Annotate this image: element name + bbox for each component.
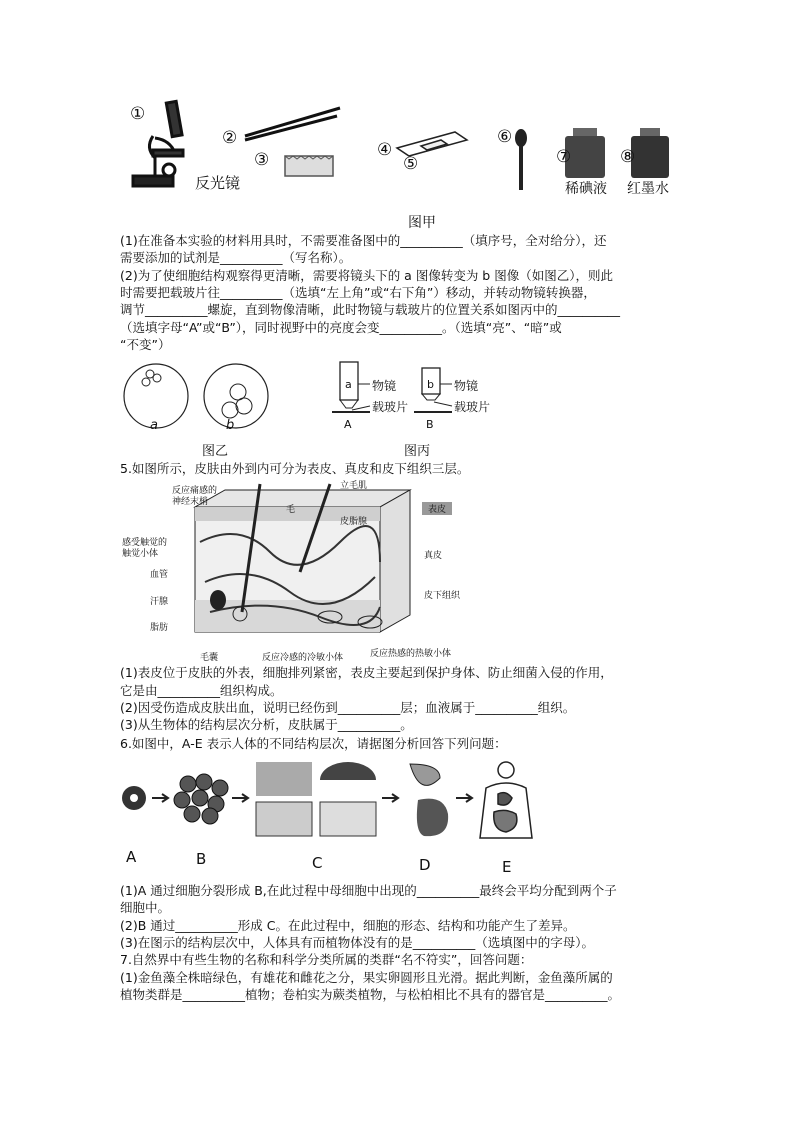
q4-line-5: 调节__________螺旋，直到物像清晰，此时物镜与载玻片的位置关系如图丙中的__________ bbox=[120, 302, 621, 317]
slide-label-a: 载玻片 bbox=[372, 400, 409, 414]
skin-label-dermis: 真皮 bbox=[424, 551, 443, 561]
dropper-icon bbox=[515, 129, 527, 190]
caption-bing: 图丙 bbox=[404, 444, 431, 459]
q6-line-4: (3)在图示的结构层次中，人体具有而植物体没有的是__________（选填图中的字母）。 bbox=[120, 935, 594, 950]
figure-structure-levels bbox=[120, 760, 560, 860]
field-b bbox=[204, 364, 268, 428]
objective-label-a: 物镜 bbox=[372, 379, 397, 393]
q4-line-3: (2)为了使细胞结构观察得更清晰，需要将镜头下的 a 图像转变为 b 图像（如图乙），则此 bbox=[120, 268, 613, 283]
label-A: A bbox=[344, 418, 352, 431]
q5-intro: 5.如图所示，皮肤由外到内可分为表皮、真皮和皮下组织三层。 bbox=[120, 461, 470, 476]
level-D: D bbox=[419, 856, 431, 874]
label-n1: ① bbox=[130, 104, 146, 124]
level-A: A bbox=[126, 848, 137, 866]
skin-label-pain: 反应痛感的神经末梢 bbox=[172, 486, 218, 507]
q5-line-1: (1)表皮位于皮肤的外表，细胞排列紧密，表皮主要起到保护身体、防止细菌入侵的作用， bbox=[120, 665, 613, 680]
q6-line-2: 细胞中。 bbox=[120, 900, 171, 915]
label-a: a bbox=[150, 418, 158, 433]
skin-label-hair: 毛 bbox=[286, 505, 296, 515]
ink-bottle-icon bbox=[631, 128, 669, 178]
lens-b-letter: b bbox=[427, 378, 434, 391]
skin-label-follicle: 毛囊 bbox=[200, 653, 219, 663]
human-body-E-icon bbox=[480, 762, 532, 838]
q7-intro: 7.自然界中有些生物的名称和科学分类所属的类群“名不符实”，回答问题： bbox=[120, 952, 533, 967]
label-B: B bbox=[426, 418, 434, 431]
cell-A-icon bbox=[122, 786, 146, 810]
q6-intro: 6.如图中，A-E 表示人体的不同结构层次，请据图分析回答下列问题： bbox=[120, 736, 507, 751]
q4-line-2: 需要添加的试剂是__________（写名称）。 bbox=[120, 250, 352, 265]
label-b: b bbox=[226, 418, 235, 433]
q5-line-3: (2)因受伤造成皮肤出血，说明已经伤到__________层；血液属于__________组织。 bbox=[120, 700, 576, 715]
slide-label-b: 载玻片 bbox=[454, 400, 491, 414]
tweezers-icon bbox=[245, 108, 340, 140]
skin-label-touch: 感受触觉的触觉小体 bbox=[122, 538, 168, 559]
skin-label-vessel: 血管 bbox=[150, 570, 169, 580]
lens-a-letter: a bbox=[345, 378, 352, 391]
label-n3: ③ bbox=[254, 150, 270, 170]
q7-line-2: 植物类群是__________植物；卷柏实为蕨类植物，与松柏相比不具有的器官是__________。 bbox=[120, 987, 621, 1002]
caption-yi: 图乙 bbox=[202, 444, 229, 459]
level-B: B bbox=[196, 850, 207, 868]
level-E: E bbox=[502, 858, 512, 876]
skin-label-sweat: 汗腺 bbox=[150, 597, 169, 607]
cell-cluster-B-icon bbox=[174, 774, 228, 824]
label-mirror: 反光镜 bbox=[195, 174, 241, 192]
tissues-C-icon bbox=[256, 762, 376, 836]
slide-and-coverslip-icon bbox=[397, 132, 467, 156]
q5-line-4: (3)从生物体的结构层次分析，皮肤属于__________。 bbox=[120, 717, 413, 732]
skin-label-subq: 皮下组织 bbox=[424, 591, 461, 601]
caption-jia: 图甲 bbox=[408, 215, 436, 231]
q4-line-4: 时需要把载玻片往__________（选填“左上角”或“右下角”）移动，并转动物镜转换器， bbox=[120, 285, 596, 300]
label-iodine: 稀碘液 bbox=[565, 181, 607, 197]
label-n2: ② bbox=[222, 128, 238, 148]
q6-line-3: (2)B 通过__________形成 C。在此过程中，细胞的形态、结构和功能产生了差异。 bbox=[120, 918, 576, 933]
skin-label-arrector: 立毛肌 bbox=[340, 481, 368, 491]
skin-label-epidermis: 表皮 bbox=[422, 502, 452, 515]
skin-label-fat: 脂肪 bbox=[150, 623, 169, 633]
q6-line-1: (1)A 通过细胞分裂形成 B,在此过程中母细胞中出现的__________最终会平均分配到两个子 bbox=[120, 883, 617, 898]
razor-blade-icon bbox=[285, 156, 333, 176]
skin-label-cold: 反应冷感的冷敏小体 bbox=[262, 653, 344, 663]
label-n8: ⑧ bbox=[620, 147, 636, 167]
label-n7: ⑦ bbox=[556, 147, 572, 167]
level-C: C bbox=[312, 854, 323, 872]
objective-label-b: 物镜 bbox=[454, 379, 479, 393]
q5-line-2: 它是由__________组织构成。 bbox=[120, 683, 283, 698]
q4-line-6: （选填字母“A”或“B”），同时视野中的亮度会变__________。（选填“亮”、“暗”或 bbox=[120, 320, 562, 335]
label-n4: ④ bbox=[377, 140, 393, 160]
q7-line-1: (1)金鱼藻全株暗绿色，有雄花和雌花之分，果实卵圆形且光滑。据此判断，金鱼藻所属的 bbox=[120, 970, 613, 985]
organs-D-icon bbox=[410, 764, 448, 836]
q4-line-1: (1)在准备本实验的材料用具时，不需要准备图中的__________（填序号，全对给分），还 bbox=[120, 233, 607, 248]
label-n5: ⑤ bbox=[403, 154, 419, 174]
skin-label-sebaceous: 皮脂腺 bbox=[340, 517, 368, 527]
label-ink: 红墨水 bbox=[627, 181, 669, 197]
q4-line-7: “不变”） bbox=[120, 337, 171, 352]
figure-yi-fields bbox=[120, 360, 290, 435]
label-n6: ⑥ bbox=[497, 127, 513, 147]
skin-label-heat: 反应热感的热敏小体 bbox=[370, 649, 452, 659]
